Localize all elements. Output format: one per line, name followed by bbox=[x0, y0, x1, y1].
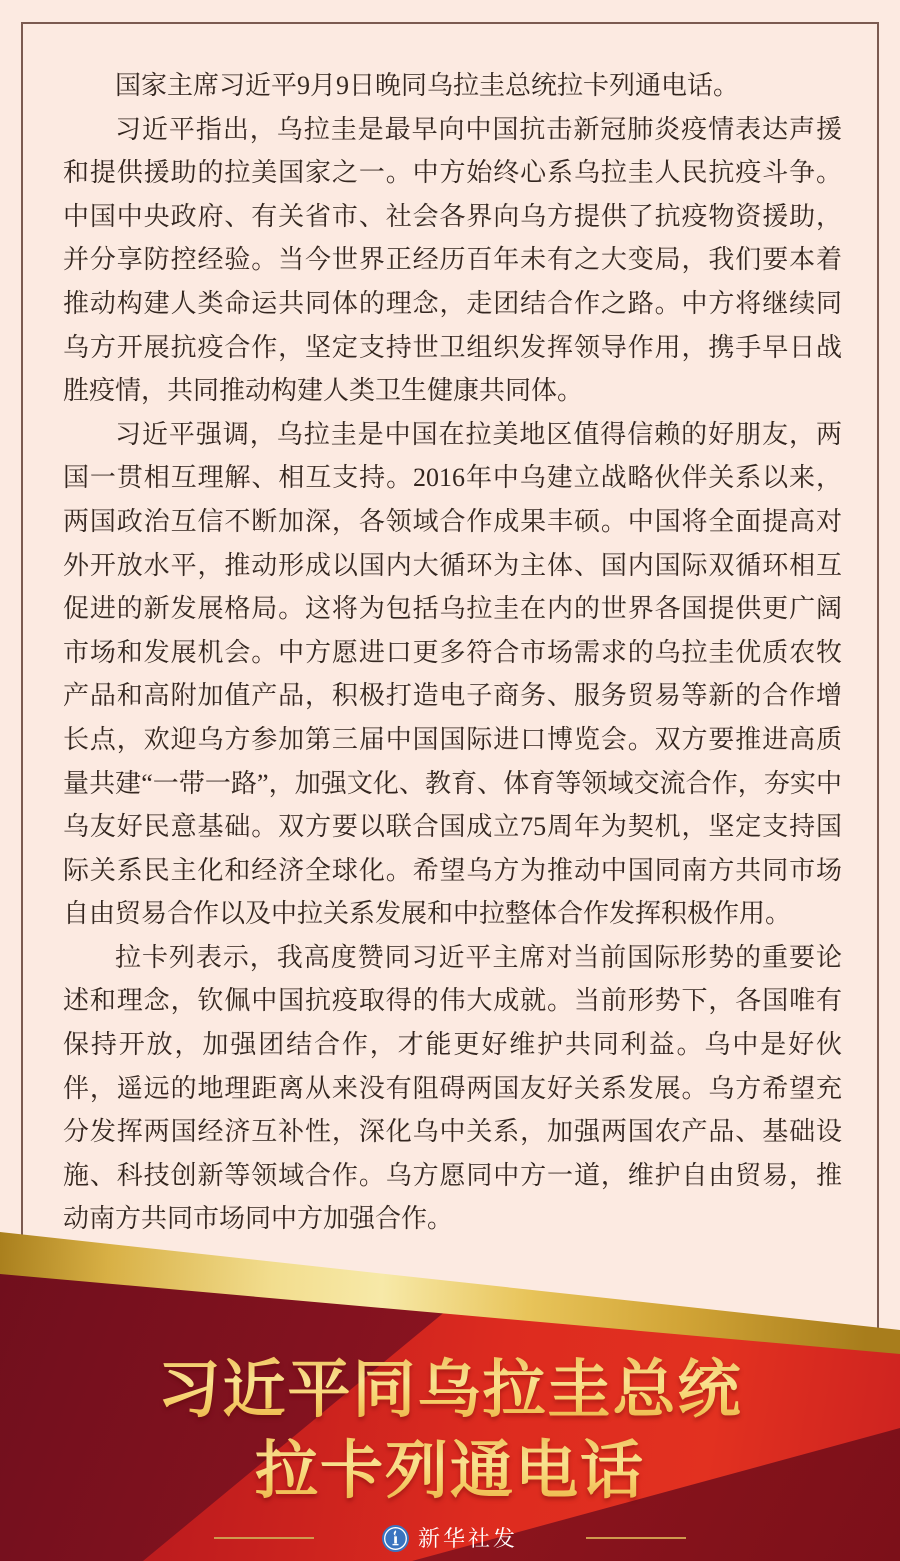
banner-title-line1: 习近平同乌拉圭总统 bbox=[0, 1350, 900, 1431]
paragraph-xi-remarks-2: 习近平强调，乌拉圭是中国在拉美地区值得信赖的好朋友，两国一贯相互理解、相互支持。2016年中乌建立战略伙伴关系以来，两国政治互信不断加深，各领域合作成果丰硕。中国将全面提高对外开放水平，推动形成以国内大循环为主体、国内国际双循环相互促进的新发展格局。这将为包括乌拉圭在内的世界各国提供更广阔市场和发展机会。中方愿进口更多符合市场需求的乌拉圭优质农牧产品和高附加值产品，积极打造电子商务、服务贸易等新的合作增长点，欢迎乌方参加第三届中国国际进口博览会。双方要推进高质量共建“一带一路”，加强文化、教育、体育等领域交流合作，夯实中乌友好民意基础。双方要以联合国成立75周年为契机，坚定支持国际关系民主化和经济全球化。希望乌方为推动中国同南方共同市场自由贸易合作以及中拉关系发展和中拉整体合作发挥积极作用。 bbox=[63, 419, 842, 929]
footer-divider-left bbox=[214, 1537, 314, 1539]
footer-divider-right bbox=[586, 1537, 686, 1539]
article-text bbox=[63, 64, 842, 1241]
banner-footer bbox=[0, 1523, 900, 1553]
credit-text: 新华社发 bbox=[417, 1525, 518, 1551]
paragraph-lead: 国家主席习近平9月9日晚同乌拉圭总统拉卡列通电话。 bbox=[115, 71, 740, 100]
paragraph-xi-remarks-1: 习近平指出，乌拉圭是最早向中国抗击新冠肺炎疫情表达声援和提供援助的拉美国家之一。中方始终心系乌拉圭人民抗疫斗争。中国中央政府、有关省市、社会各界向乌方提供了抗疫物资援助，并分享防控经验。当今世界正经历百年未有之大变局，我们要本着推动构建人类命运共同体的理念，走团结合作之路。中方将继续同乌方开展抗疫合作，坚定支持世卫组织发挥领导作用，携手早日战胜疫情，共同推动构建人类卫生健康共同体。 bbox=[63, 114, 842, 406]
banner-title-line2: 拉卡列通电话 bbox=[0, 1431, 900, 1512]
bottom-banner bbox=[0, 1232, 900, 1561]
paragraph-lacalle-remarks: 拉卡列表示，我高度赞同习近平主席对当前国际形势的重要论述和理念，钦佩中国抗疫取得的伟大成就。当前形势下，各国唯有保持开放，加强团结合作，才能更好维护共同利益。乌中是好伙伴，遥远的地理距离从来没有阻碍两国友好关系发展。乌方希望充分发挥两国经济互补性，深化乌中关系，加强两国农产品、基础设施、科技创新等领域合作。乌方愿同中方一道，维护自由贸易，推动南方共同市场同中方加强合作。 bbox=[63, 942, 842, 1234]
xinhua-logo-icon bbox=[382, 1525, 409, 1552]
banner-title bbox=[0, 1350, 900, 1512]
